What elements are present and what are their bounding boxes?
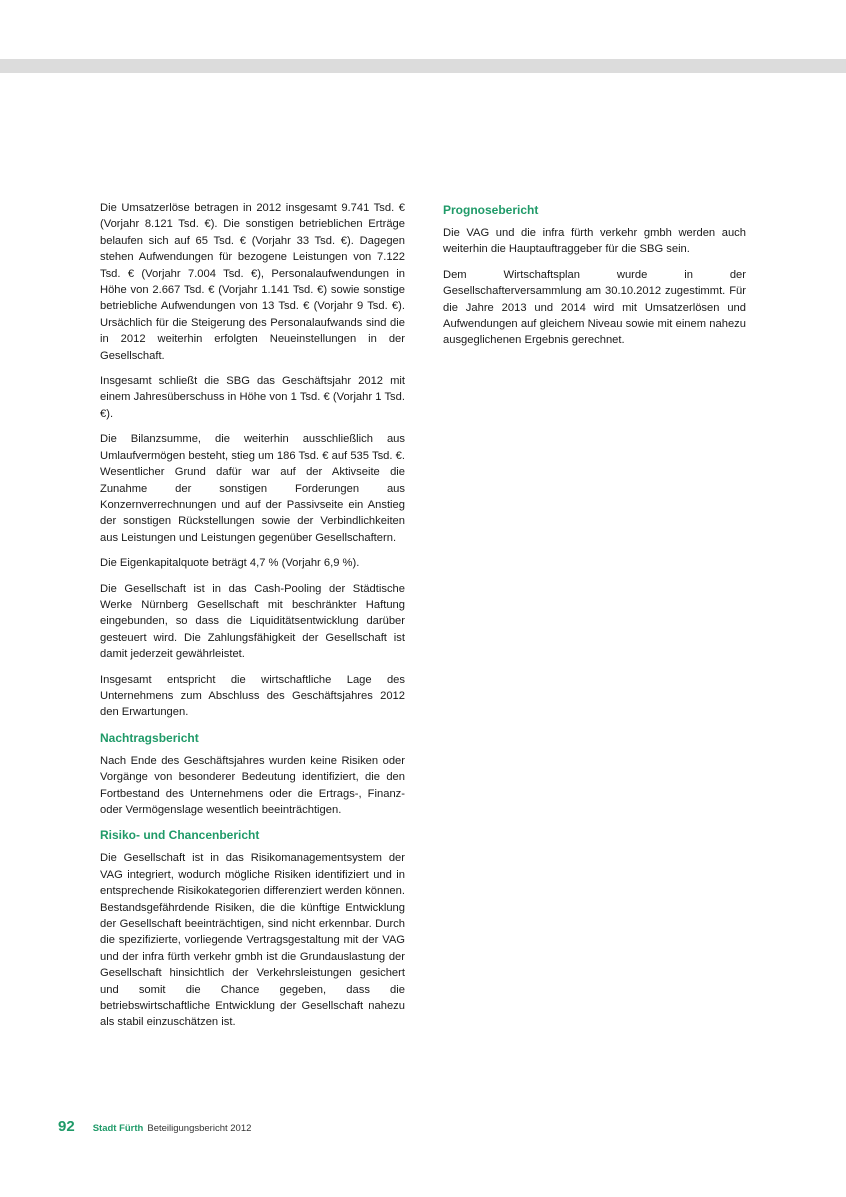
publisher-name: Stadt Fürth bbox=[92, 1123, 144, 1134]
paragraph-risiko-chancenbericht: Die Gesellschaft ist in das Risikomanagementsystem der VAG integriert, wodurch mögliche Risiken identifiziert und in entsprechende Risikokategorien differenziert werden können. Bestandsgefährdende Risiken, die die künftige Entwicklung der Gesellschaft beeinträchtigen, sind nicht erkennbar. Durch die spezifizierte, vorliegende Vertragsgestaltung mit der VAG und der infra fürth verkehr gmbh ist die Grundauslastung der Gesellschaft hinsichtlich der Verkehrsleistungen gesichert und somit die Chance gegeben, dass die betriebswirtschaftliche Entwicklung der Gesellschaft nahezu als stabil einzuschätzen ist. bbox=[100, 852, 405, 1029]
right-column bbox=[443, 202, 746, 358]
page-number: 92 bbox=[58, 1118, 75, 1135]
paragraph-revenue: Die Umsatzerlöse betragen in 2012 insgesamt 9.741 Tsd. € (Vorjahr 8.121 Tsd. €). Die sonstigen betrieblichen Erträge belaufen sich auf 65 Tsd. € (Vorjahr 33 Tsd. €). Dagegen stehen Aufwendungen für bezogene Leistungen von 7.122 Tsd. € (Vorjahr 7.004 Tsd. €), Personalaufwendungen in Höhe von 2.667 Tsd. € (Vorjahr 1.141 Tsd. €) sowie sonstige betriebliche Aufwendungen von 13 Tsd. € (Vorjahr 9 Tsd. €). Ursächlich für die Steigerung des Personalaufwands sind die in 2012 weiterhin erfolgten Neueinstellungen in der Gesellschaft. bbox=[100, 202, 405, 362]
report-title: Beteiligungsbericht 2012 bbox=[147, 1123, 252, 1134]
paragraph-main-clients: Die VAG und die infra fürth verkehr gmbh werden auch weiterhin die Hauptauftraggeber für die SBG sein. bbox=[443, 227, 746, 256]
paragraph-nachtragsbericht: Nach Ende des Geschäftsjahres wurden keine Risiken oder Vorgänge von besonderer Bedeutung identifiziert, die den Fortbestand des Unternehmens oder die Ertrags-, Finanz- oder Vermögenslage wesentlich beeinträchtigen. bbox=[100, 754, 405, 816]
heading-nachtragsbericht: Nachtragsbericht bbox=[100, 730, 199, 745]
heading-prognosebericht: Prognosebericht bbox=[443, 203, 539, 217]
paragraph-overall-situation: Insgesamt entspricht die wirtschaftliche Lage des Unternehmens zum Abschluss des Geschäftsjahres 2012 den Erwartungen. bbox=[100, 673, 405, 719]
paragraph-balance-sheet: Die Bilanzsumme, die weiterhin ausschließlich aus Umlaufvermögen besteht, stieg um 186 Tsd. € auf 535 Tsd. €. Wesentlicher Grund dafür war auf der Aktivseite die Zunahme der sonstigen Forderungen aus Konzernverrechnungen und auf der Passivseite ein Anstieg der sonstigen Rückstellungen sowie der Verbindlichkeiten aus Leistungen und Leistungen gegenüber Gesellschaftern. bbox=[100, 433, 405, 544]
paragraph-annual-result: Insgesamt schließt die SBG das Geschäftsjahr 2012 mit einem Jahresüberschuss in Höhe von 1 Tsd. € (Vorjahr 1 Tsd. €). bbox=[100, 375, 405, 420]
paragraph-equity-ratio: Die Eigenkapitalquote beträgt 4,7 % (Vorjahr 6,9 %). bbox=[100, 557, 360, 570]
paragraph-cash-pooling: Die Gesellschaft ist in das Cash-Pooling der Städtische Werke Nürnberg Gesellschaft mit beschränkter Haftung eingebunden, so dass die Liquiditätsentwicklung darüber gesteuert wird. Die Zahlungsfähigkeit der Gesellschaft ist damit jederzeit gewährleistet. bbox=[100, 582, 405, 661]
page-footer bbox=[58, 1118, 251, 1135]
top-gray-bar bbox=[0, 59, 846, 73]
paragraph-business-plan: Dem Wirtschaftsplan wurde in der Gesellschafterversammlung am 30.10.2012 zugestimmt. Für die Jahre 2013 und 2014 wird mit Umsatzerlösen und Aufwendungen auf gleichem Niveau sowie mit einem nahezu ausgeglichenen Ergebnis gerechnet. bbox=[443, 268, 746, 347]
left-column bbox=[100, 200, 405, 1040]
heading-risiko-chancenbericht: Risiko- und Chancenbericht bbox=[100, 828, 260, 843]
